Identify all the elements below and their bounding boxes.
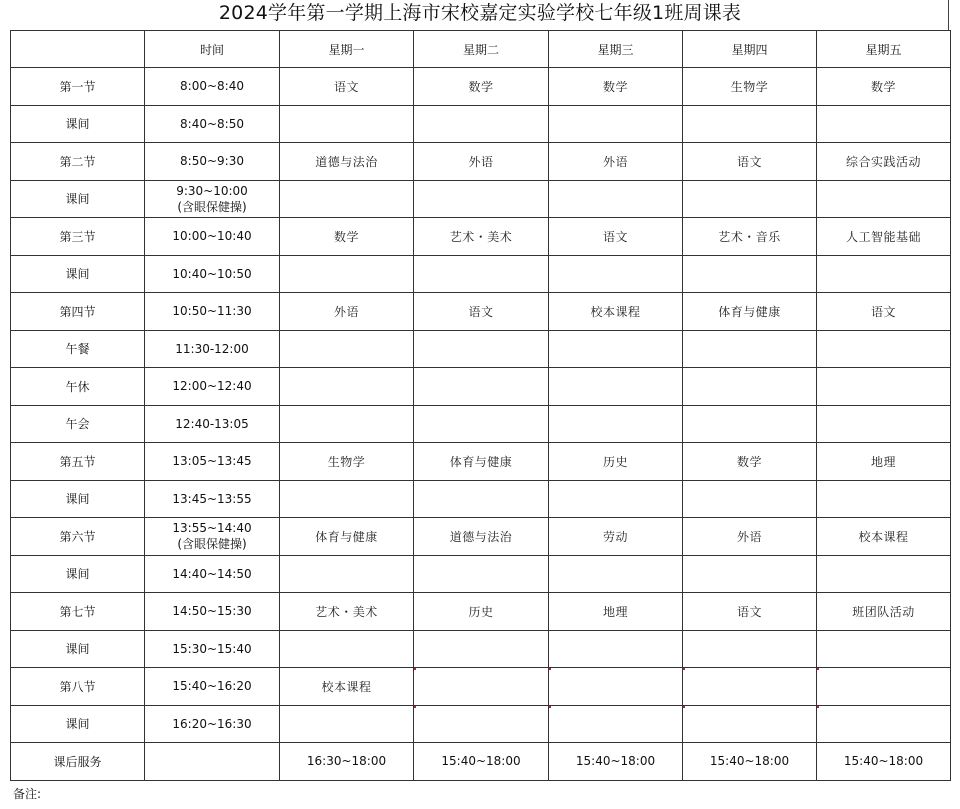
subject-cell-monday: 外语 xyxy=(280,293,414,331)
subject-cell-wednesday: 地理 xyxy=(549,593,683,631)
period-time xyxy=(145,143,280,181)
time-range: 10:00~10:40 xyxy=(172,229,252,244)
subject-cell-friday: 数学 xyxy=(817,68,951,106)
period-label: 课间 xyxy=(11,705,145,743)
subject-cell-thursday: 生物学 xyxy=(683,68,817,106)
subject-cell-wednesday xyxy=(549,668,683,706)
table-row xyxy=(11,255,951,293)
notes-label: 备注: xyxy=(13,787,42,801)
subject-cell-friday: 语文 xyxy=(817,293,951,331)
period-time xyxy=(145,630,280,668)
subject-cell-thursday: 语文 xyxy=(683,593,817,631)
time-range: 12:40-13:05 xyxy=(175,416,249,431)
subject-cell-tuesday: 道德与法治 xyxy=(414,518,549,556)
period-time xyxy=(145,180,280,218)
subject-cell-monday: 道德与法治 xyxy=(280,143,414,181)
period-time xyxy=(145,218,280,256)
subject-cell-thursday: 外语 xyxy=(683,518,817,556)
period-time xyxy=(145,330,280,368)
subject-cell-wednesday: 外语 xyxy=(549,143,683,181)
period-label: 课间 xyxy=(11,105,145,143)
subject-cell-monday xyxy=(280,555,414,593)
subject-cell-wednesday: 历史 xyxy=(549,443,683,481)
subject-cell-monday xyxy=(280,368,414,406)
subject-cell-wednesday: 劳动 xyxy=(549,518,683,556)
period-time xyxy=(145,668,280,706)
subject-cell-tuesday: 艺术・美术 xyxy=(414,218,549,256)
period-time xyxy=(145,105,280,143)
period-label: 课间 xyxy=(11,555,145,593)
time-range: 9:30~10:00 xyxy=(176,183,248,198)
header-cell-wednesday: 星期三 xyxy=(549,31,683,68)
subject-cell-tuesday: 数学 xyxy=(414,68,549,106)
subject-cell-friday xyxy=(817,330,951,368)
subject-cell-friday: 校本课程 xyxy=(817,518,951,556)
table-row xyxy=(11,443,951,481)
table-row xyxy=(11,405,951,443)
subject-cell-wednesday xyxy=(549,105,683,143)
period-time xyxy=(145,593,280,631)
subject-cell-wednesday xyxy=(549,480,683,518)
period-time xyxy=(145,443,280,481)
subject-cell-friday xyxy=(817,105,951,143)
subject-cell-tuesday: 体育与健康 xyxy=(414,443,549,481)
service-cell-wednesday: 15:40~18:00 xyxy=(549,743,683,781)
subject-cell-friday xyxy=(817,668,951,706)
subject-cell-thursday: 艺术・音乐 xyxy=(683,218,817,256)
subject-cell-thursday: 数学 xyxy=(683,443,817,481)
period-time xyxy=(145,255,280,293)
subject-cell-friday xyxy=(817,555,951,593)
subject-cell-tuesday xyxy=(414,105,549,143)
subject-cell-friday xyxy=(817,705,951,743)
period-label: 午会 xyxy=(11,405,145,443)
subject-cell-monday xyxy=(280,705,414,743)
subject-cell-friday: 综合实践活动 xyxy=(817,143,951,181)
subject-cell-thursday xyxy=(683,180,817,218)
subject-cell-wednesday xyxy=(549,255,683,293)
table-row xyxy=(11,668,951,706)
time-range: 14:40~14:50 xyxy=(172,566,252,581)
subject-cell-wednesday xyxy=(549,180,683,218)
subject-cell-monday xyxy=(280,105,414,143)
table-row xyxy=(11,68,951,106)
table-row xyxy=(11,105,951,143)
time-range: 13:55~14:40 xyxy=(172,521,252,536)
subject-cell-monday xyxy=(280,480,414,518)
period-label: 第八节 xyxy=(11,668,145,706)
time-range: 10:40~10:50 xyxy=(172,266,252,281)
subject-cell-tuesday xyxy=(414,368,549,406)
subject-cell-tuesday xyxy=(414,705,549,743)
period-time xyxy=(145,705,280,743)
subject-cell-thursday xyxy=(683,255,817,293)
timetable-body xyxy=(11,31,951,781)
service-cell-thursday: 15:40~18:00 xyxy=(683,743,817,781)
period-time xyxy=(145,293,280,331)
period-time xyxy=(145,555,280,593)
subject-cell-thursday xyxy=(683,105,817,143)
service-row xyxy=(11,743,951,781)
period-label: 课间 xyxy=(11,480,145,518)
period-label: 第一节 xyxy=(11,68,145,106)
subject-cell-tuesday xyxy=(414,405,549,443)
subject-cell-friday: 班团队活动 xyxy=(817,593,951,631)
subject-cell-thursday: 语文 xyxy=(683,143,817,181)
service-cell-friday: 15:40~18:00 xyxy=(817,743,951,781)
time-note: (含眼保健操) xyxy=(177,199,247,214)
header-cell-corner xyxy=(11,31,145,68)
subject-cell-wednesday: 数学 xyxy=(549,68,683,106)
subject-cell-friday xyxy=(817,255,951,293)
period-label: 午餐 xyxy=(11,330,145,368)
service-cell-tuesday: 15:40~18:00 xyxy=(414,743,549,781)
page-title: 2024学年第一学期上海市宋校嘉定实验学校七年级1班周课表 xyxy=(218,2,742,24)
header-row xyxy=(11,31,951,68)
subject-cell-friday: 人工智能基础 xyxy=(817,218,951,256)
subject-cell-thursday xyxy=(683,630,817,668)
period-time xyxy=(145,68,280,106)
subject-cell-tuesday: 历史 xyxy=(414,593,549,631)
subject-cell-monday: 体育与健康 xyxy=(280,518,414,556)
time-range: 15:30~15:40 xyxy=(172,641,252,656)
service-label: 课后服务 xyxy=(11,743,145,781)
period-label: 课间 xyxy=(11,180,145,218)
period-label: 课间 xyxy=(11,630,145,668)
time-range: 8:00~8:40 xyxy=(180,79,244,94)
subject-cell-wednesday xyxy=(549,368,683,406)
subject-cell-monday: 校本课程 xyxy=(280,668,414,706)
subject-cell-wednesday xyxy=(549,405,683,443)
subject-cell-thursday xyxy=(683,330,817,368)
period-label: 第五节 xyxy=(11,443,145,481)
time-range: 16:20~16:30 xyxy=(172,716,252,731)
subject-cell-tuesday: 语文 xyxy=(414,293,549,331)
service-time xyxy=(145,743,280,781)
subject-cell-monday xyxy=(280,255,414,293)
table-row xyxy=(11,593,951,631)
subject-cell-monday: 数学 xyxy=(280,218,414,256)
time-range: 15:40~16:20 xyxy=(172,679,252,694)
time-range: 13:45~13:55 xyxy=(172,491,252,506)
subject-cell-thursday xyxy=(683,480,817,518)
time-range: 8:40~8:50 xyxy=(180,116,244,131)
subject-cell-friday xyxy=(817,480,951,518)
time-range: 12:00~12:40 xyxy=(172,379,252,394)
title-right-rule xyxy=(948,0,949,30)
subject-cell-monday xyxy=(280,630,414,668)
subject-cell-monday: 艺术・美术 xyxy=(280,593,414,631)
timetable xyxy=(10,30,951,781)
table-row xyxy=(11,143,951,181)
subject-cell-wednesday: 语文 xyxy=(549,218,683,256)
time-range: 13:05~13:45 xyxy=(172,454,252,469)
time-range: 10:50~11:30 xyxy=(172,304,252,319)
period-label: 第四节 xyxy=(11,293,145,331)
subject-cell-wednesday: 校本课程 xyxy=(549,293,683,331)
subject-cell-thursday: 体育与健康 xyxy=(683,293,817,331)
period-label: 课间 xyxy=(11,255,145,293)
subject-cell-tuesday: 外语 xyxy=(414,143,549,181)
time-note: (含眼保健操) xyxy=(177,537,247,552)
subject-cell-wednesday xyxy=(549,555,683,593)
subject-cell-tuesday xyxy=(414,480,549,518)
table-row xyxy=(11,518,951,556)
period-label: 午休 xyxy=(11,368,145,406)
table-row xyxy=(11,218,951,256)
subject-cell-thursday xyxy=(683,405,817,443)
header-cell-friday: 星期五 xyxy=(817,31,951,68)
period-label: 第七节 xyxy=(11,593,145,631)
period-label: 第二节 xyxy=(11,143,145,181)
subject-cell-monday: 生物学 xyxy=(280,443,414,481)
table-row xyxy=(11,705,951,743)
subject-cell-friday xyxy=(817,180,951,218)
period-label: 第六节 xyxy=(11,518,145,556)
time-range: 14:50~15:30 xyxy=(172,604,252,619)
subject-cell-wednesday xyxy=(549,630,683,668)
time-range: 8:50~9:30 xyxy=(180,154,244,169)
subject-cell-wednesday xyxy=(549,330,683,368)
header-cell-tuesday: 星期二 xyxy=(414,31,549,68)
subject-cell-thursday xyxy=(683,555,817,593)
table-row xyxy=(11,555,951,593)
table-row xyxy=(11,330,951,368)
period-time xyxy=(145,368,280,406)
table-row xyxy=(11,480,951,518)
time-range: 11:30-12:00 xyxy=(175,341,249,356)
header-cell-time: 时间 xyxy=(145,31,280,68)
table-row xyxy=(11,368,951,406)
period-time xyxy=(145,518,280,556)
subject-cell-monday: 语文 xyxy=(280,68,414,106)
service-cell-monday: 16:30~18:00 xyxy=(280,743,414,781)
header-cell-monday: 星期一 xyxy=(280,31,414,68)
subject-cell-friday xyxy=(817,405,951,443)
subject-cell-wednesday xyxy=(549,705,683,743)
subject-cell-tuesday xyxy=(414,555,549,593)
subject-cell-thursday xyxy=(683,705,817,743)
period-label: 第三节 xyxy=(11,218,145,256)
period-time xyxy=(145,480,280,518)
table-row xyxy=(11,630,951,668)
table-row xyxy=(11,180,951,218)
subject-cell-tuesday xyxy=(414,255,549,293)
subject-cell-tuesday xyxy=(414,668,549,706)
header-cell-thursday: 星期四 xyxy=(683,31,817,68)
subject-cell-friday xyxy=(817,630,951,668)
subject-cell-thursday xyxy=(683,668,817,706)
subject-cell-tuesday xyxy=(414,630,549,668)
subject-cell-tuesday xyxy=(414,180,549,218)
table-row xyxy=(11,293,951,331)
subject-cell-friday: 地理 xyxy=(817,443,951,481)
subject-cell-monday xyxy=(280,405,414,443)
subject-cell-tuesday xyxy=(414,330,549,368)
subject-cell-thursday xyxy=(683,368,817,406)
period-time xyxy=(145,405,280,443)
subject-cell-monday xyxy=(280,330,414,368)
subject-cell-monday xyxy=(280,180,414,218)
subject-cell-friday xyxy=(817,368,951,406)
